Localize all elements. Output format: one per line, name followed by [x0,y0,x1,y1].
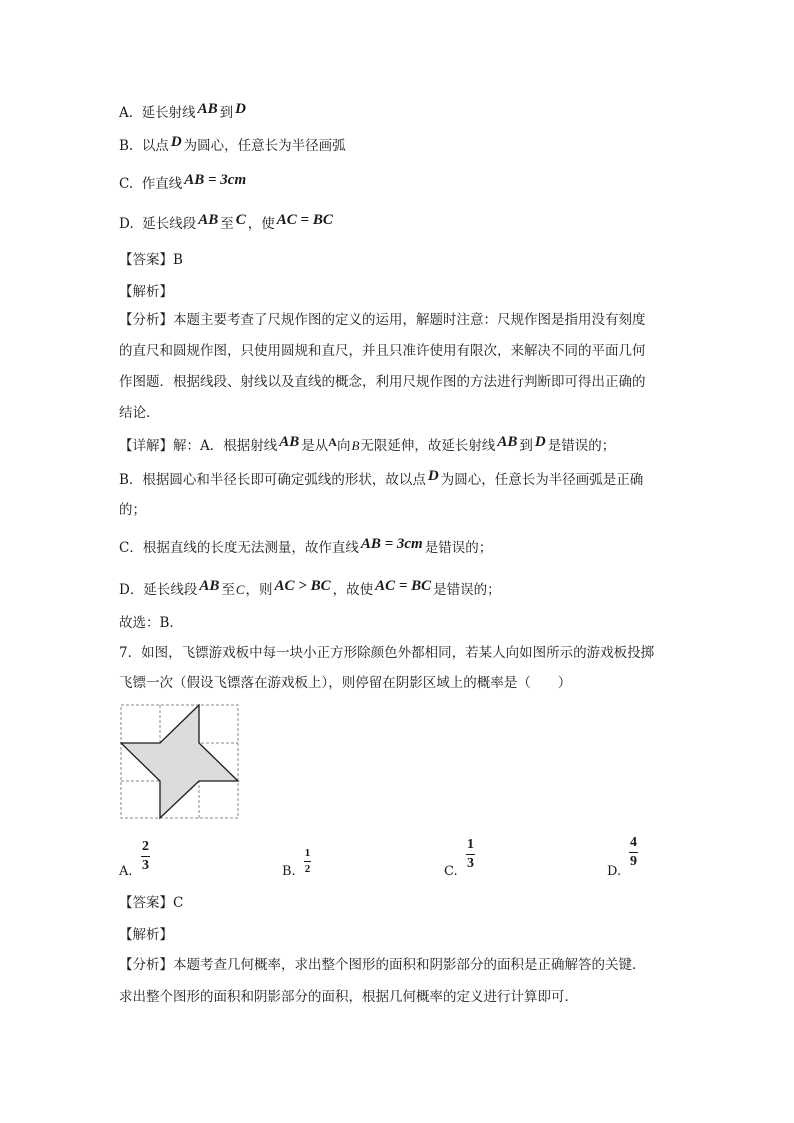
option-b: B. 以点 D 为圆心，任意长为半径画弧 [119,134,346,154]
option-c: C. 作直线 AB = 3cm [119,172,247,192]
option-a: A. 延长射线 AB 到 D [119,101,246,121]
dart-board-figure [120,704,240,820]
q7-option-d-fraction: 4 9 [630,835,637,869]
answer-label: 【答案】B [119,252,183,268]
q7-fenxi-line-2: 求出整个图形的面积和阴影部分的面积，根据几何概率的定义进行计算即可． [119,989,578,1005]
detail-line-3: 的； [119,502,146,518]
fenxi-line-3: 作图题．根据线段、射线以及直线的概念，利用尺规作图的方法进行判断即可得出正确的 [119,374,646,390]
analysis-label: 【解析】 [119,284,173,300]
q7-analysis-label: 【解析】 [119,927,173,943]
q7-option-c-letter: C. [444,864,458,879]
q7-option-b-fraction: 1 2 [304,847,311,875]
q7-option-b-letter: B. [282,864,296,879]
option-d: D. 延长线段 AB 至 C ，使 AC = BC [119,212,333,232]
q7-stem-line-2: 飞镖一次（假设飞镖落在游戏板上），则停留在阴影区域上的概率是（ ） [119,675,572,691]
detail-line-5: D．延长线段 AB 至C，则 AC > BC ，故使 AC = BC 是错误的； [119,578,501,598]
detail-line-2: B．根据圆心和半径长即可确定弧线的形状，故以点 D 为圆心，任意长为半径画弧是正确 [119,468,644,488]
q7-option-a-letter: A. [119,864,133,879]
q7-option-d-letter: D. [607,864,622,879]
shaded-star-region [121,705,238,818]
q7-option-c-fraction: 1 3 [467,837,474,871]
q7-stem-line-1: 7．如图，飞镖游戏板中每一块小正方形除颜色外都相同，若某人向如图所示的游戏板投掷 [119,645,655,661]
detail-line-1: 【详解】解：A．根据射线 AB 是从A向B无限延伸，故延长射线 AB 到 D 是错误的； [119,434,616,454]
conclusion-line: 故选：B． [119,615,183,631]
detail-line-4: C．根据直线的长度无法测量，故作直线 AB = 3cm 是错误的； [119,536,493,556]
fenxi-line-2: 的直尺和圆规作图，只使用圆规和直尺，并且只准许使用有限次，来解决不同的平面几何 [119,343,646,359]
q7-option-a-fraction: 2 3 [142,839,149,873]
q7-fenxi-line-1: 【分析】本题考查几何概率，求出整个图形的面积和阴影部分的面积是正确解答的关键． [119,957,646,973]
fenxi-line-1: 【分析】本题主要考查了尺规作图的定义的运用，解题时注意：尺规作图是指用没有刻度 [119,312,646,328]
fenxi-line-4: 结论． [119,405,160,421]
q7-answer-label: 【答案】C [119,895,184,911]
